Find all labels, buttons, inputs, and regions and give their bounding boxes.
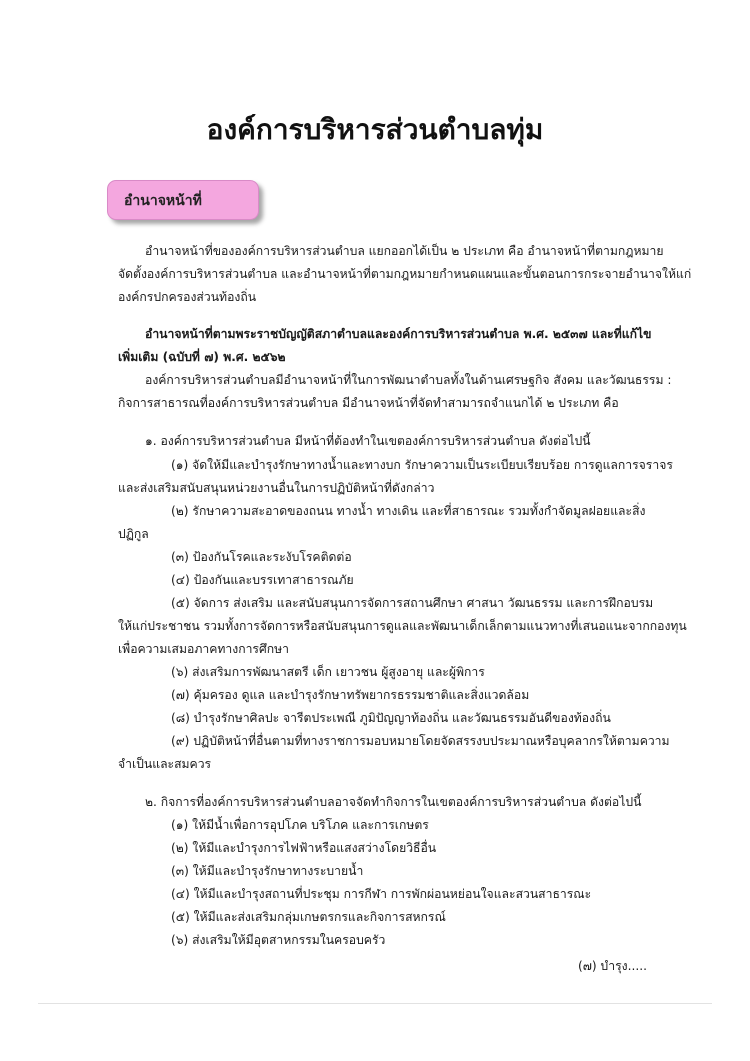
section1-line: (๑) จัดให้มีและบำรุงรักษาทางน้ำและทางบก รักษาความเป็นระเบียบเรียบร้อย การดูแลการจราจร (171, 458, 673, 472)
section1-line: (๒) รักษาความสะอาดของถนน ทางน้ำ ทางเดิน และที่สาธารณะ รวมทั้งกำจัดมูลฝอยและสิ่ง (171, 504, 646, 518)
section2-line: (๕) ให้มีและส่งเสริมกลุ่มเกษตรกรและกิจการสหกรณ์ (171, 910, 446, 924)
section2-line: (๒) ให้มีและบำรุงการไฟฟ้าหรือแสงสว่างโดยวิธีอื่น (171, 841, 437, 855)
intro-line: อำนาจหน้าที่ขององค์การบริหารส่วนตำบล แยกออกได้เป็น ๒ ประเภท คือ อำนาจหน้าที่ตามกฎหมาย (145, 244, 664, 258)
section2-line: (๓) ให้มีและบำรุงรักษาทางระบายน้ำ (171, 864, 364, 878)
section1-line: (๕) จัดการ ส่งเสริม และสนับสนุนการจัดการสถานศึกษา ศาสนา วัฒนธรรม และการฝึกอบรม (171, 596, 654, 610)
section-badge (107, 180, 259, 220)
intro-line: จัดตั้งองค์การบริหารส่วนตำบล และอำนาจหน้าที่ตามกฎหมายกำหนดแผนและขั้นตอนการกระจายอำนาจให้แก่ (118, 267, 692, 281)
intro-line: องค์กรปกครองส่วนท้องถิ่น (118, 290, 257, 304)
section1-line: ปฏิกูล (118, 527, 149, 541)
law-body-line: กิจการสาธารณที่องค์การบริหารส่วนตำบล มีอำนาจหน้าที่จัดทำสามารถจำแนกได้ ๒ ประเภท คือ (118, 396, 619, 410)
section2-line: (๑) ให้มีน้ำเพื่อการอุปโภค บริโภค และการเกษตร (171, 818, 429, 832)
section1-line: ให้แก่ประชาชน รวมทั้งการจัดการหรือสนับสนุนการดูแลและพัฒนาเด็กเล็กตามแนวทางที่เสนอแนะจากกองทุน (118, 619, 687, 633)
section-badge-label: อำนาจหน้าที่ (124, 193, 202, 209)
continuation-note: (๗) บำรุง..... (578, 959, 647, 973)
law-heading-line: เพิ่มเติม (ฉบับที่ ๗) พ.ศ. ๒๕๖๒ (118, 350, 286, 364)
document-title: องค์การบริหารส่วนตำบลทุ่ม (206, 113, 544, 146)
section1-line: (๓) ป้องกันโรคและระงับโรคติดต่อ (171, 550, 352, 564)
law-heading-line: อำนาจหน้าที่ตามพระราชบัญญัติสภาตำบลและองค์การบริหารส่วนตำบล พ.ศ. ๒๕๓๗ และที่แก้ไข (145, 327, 652, 341)
section1-line: จำเป็นและสมควร (118, 757, 212, 771)
section1-line: (๖) ส่งเสริมการพัฒนาสตรี เด็ก เยาวชน ผู้สูงอายุ และผู้พิการ (171, 665, 485, 679)
section1-line: (๘) บำรุงรักษาศิลปะ จารีตประเพณี ภูมิปัญญาท้องถิ่น และวัฒนธรรมอันดีของท้องถิ่น (171, 711, 611, 725)
footer-divider (38, 1003, 712, 1004)
section2-line: (๔) ให้มีและบำรุงสถานที่ประชุม การกีฬา การพักผ่อนหย่อนใจและสวนสาธารณะ (171, 887, 592, 901)
section2-heading: ๒. กิจการที่องค์การบริหารส่วนตำบลอาจจัดทำกิจการในเขตองค์การบริหารส่วนตำบล ดังต่อไปนี้ (145, 795, 642, 809)
section1-line: เพื่อความเสมอภาคทางการศึกษา (118, 642, 289, 656)
law-body-line: องค์การบริหารส่วนตำบลมีอำนาจหน้าที่ในการพัฒนาตำบลทั้งในด้านเศรษฐกิจ สังคม และวัฒนธรรม : (145, 373, 672, 387)
section1-line: (๗) คุ้มครอง ดูแล และบำรุงรักษาทรัพยากรธรรมชาติและสิ่งแวดล้อม (171, 688, 530, 702)
section1-line: (๙) ปฏิบัติหน้าที่อื่นตามที่ทางราชการมอบหมายโดยจัดสรรงบประมาณหรือบุคลากรให้ตามความ (171, 734, 670, 748)
section1-line: (๔) ป้องกันและบรรเทาสาธารณภัย (171, 573, 354, 587)
section2-line: (๖) ส่งเสริมให้มีอุตสาหกรรมในครอบครัว (171, 933, 386, 947)
section1-line: และส่งเสริมสนับสนุนหน่วยงานอื่นในการปฏิบัติหน้าที่ดังกล่าว (118, 481, 435, 495)
section1-heading: ๑. องค์การบริหารส่วนตำบล มีหน้าที่ต้องทำในเขตองค์การบริหารส่วนตำบล ดังต่อไปนี้ (145, 434, 591, 448)
